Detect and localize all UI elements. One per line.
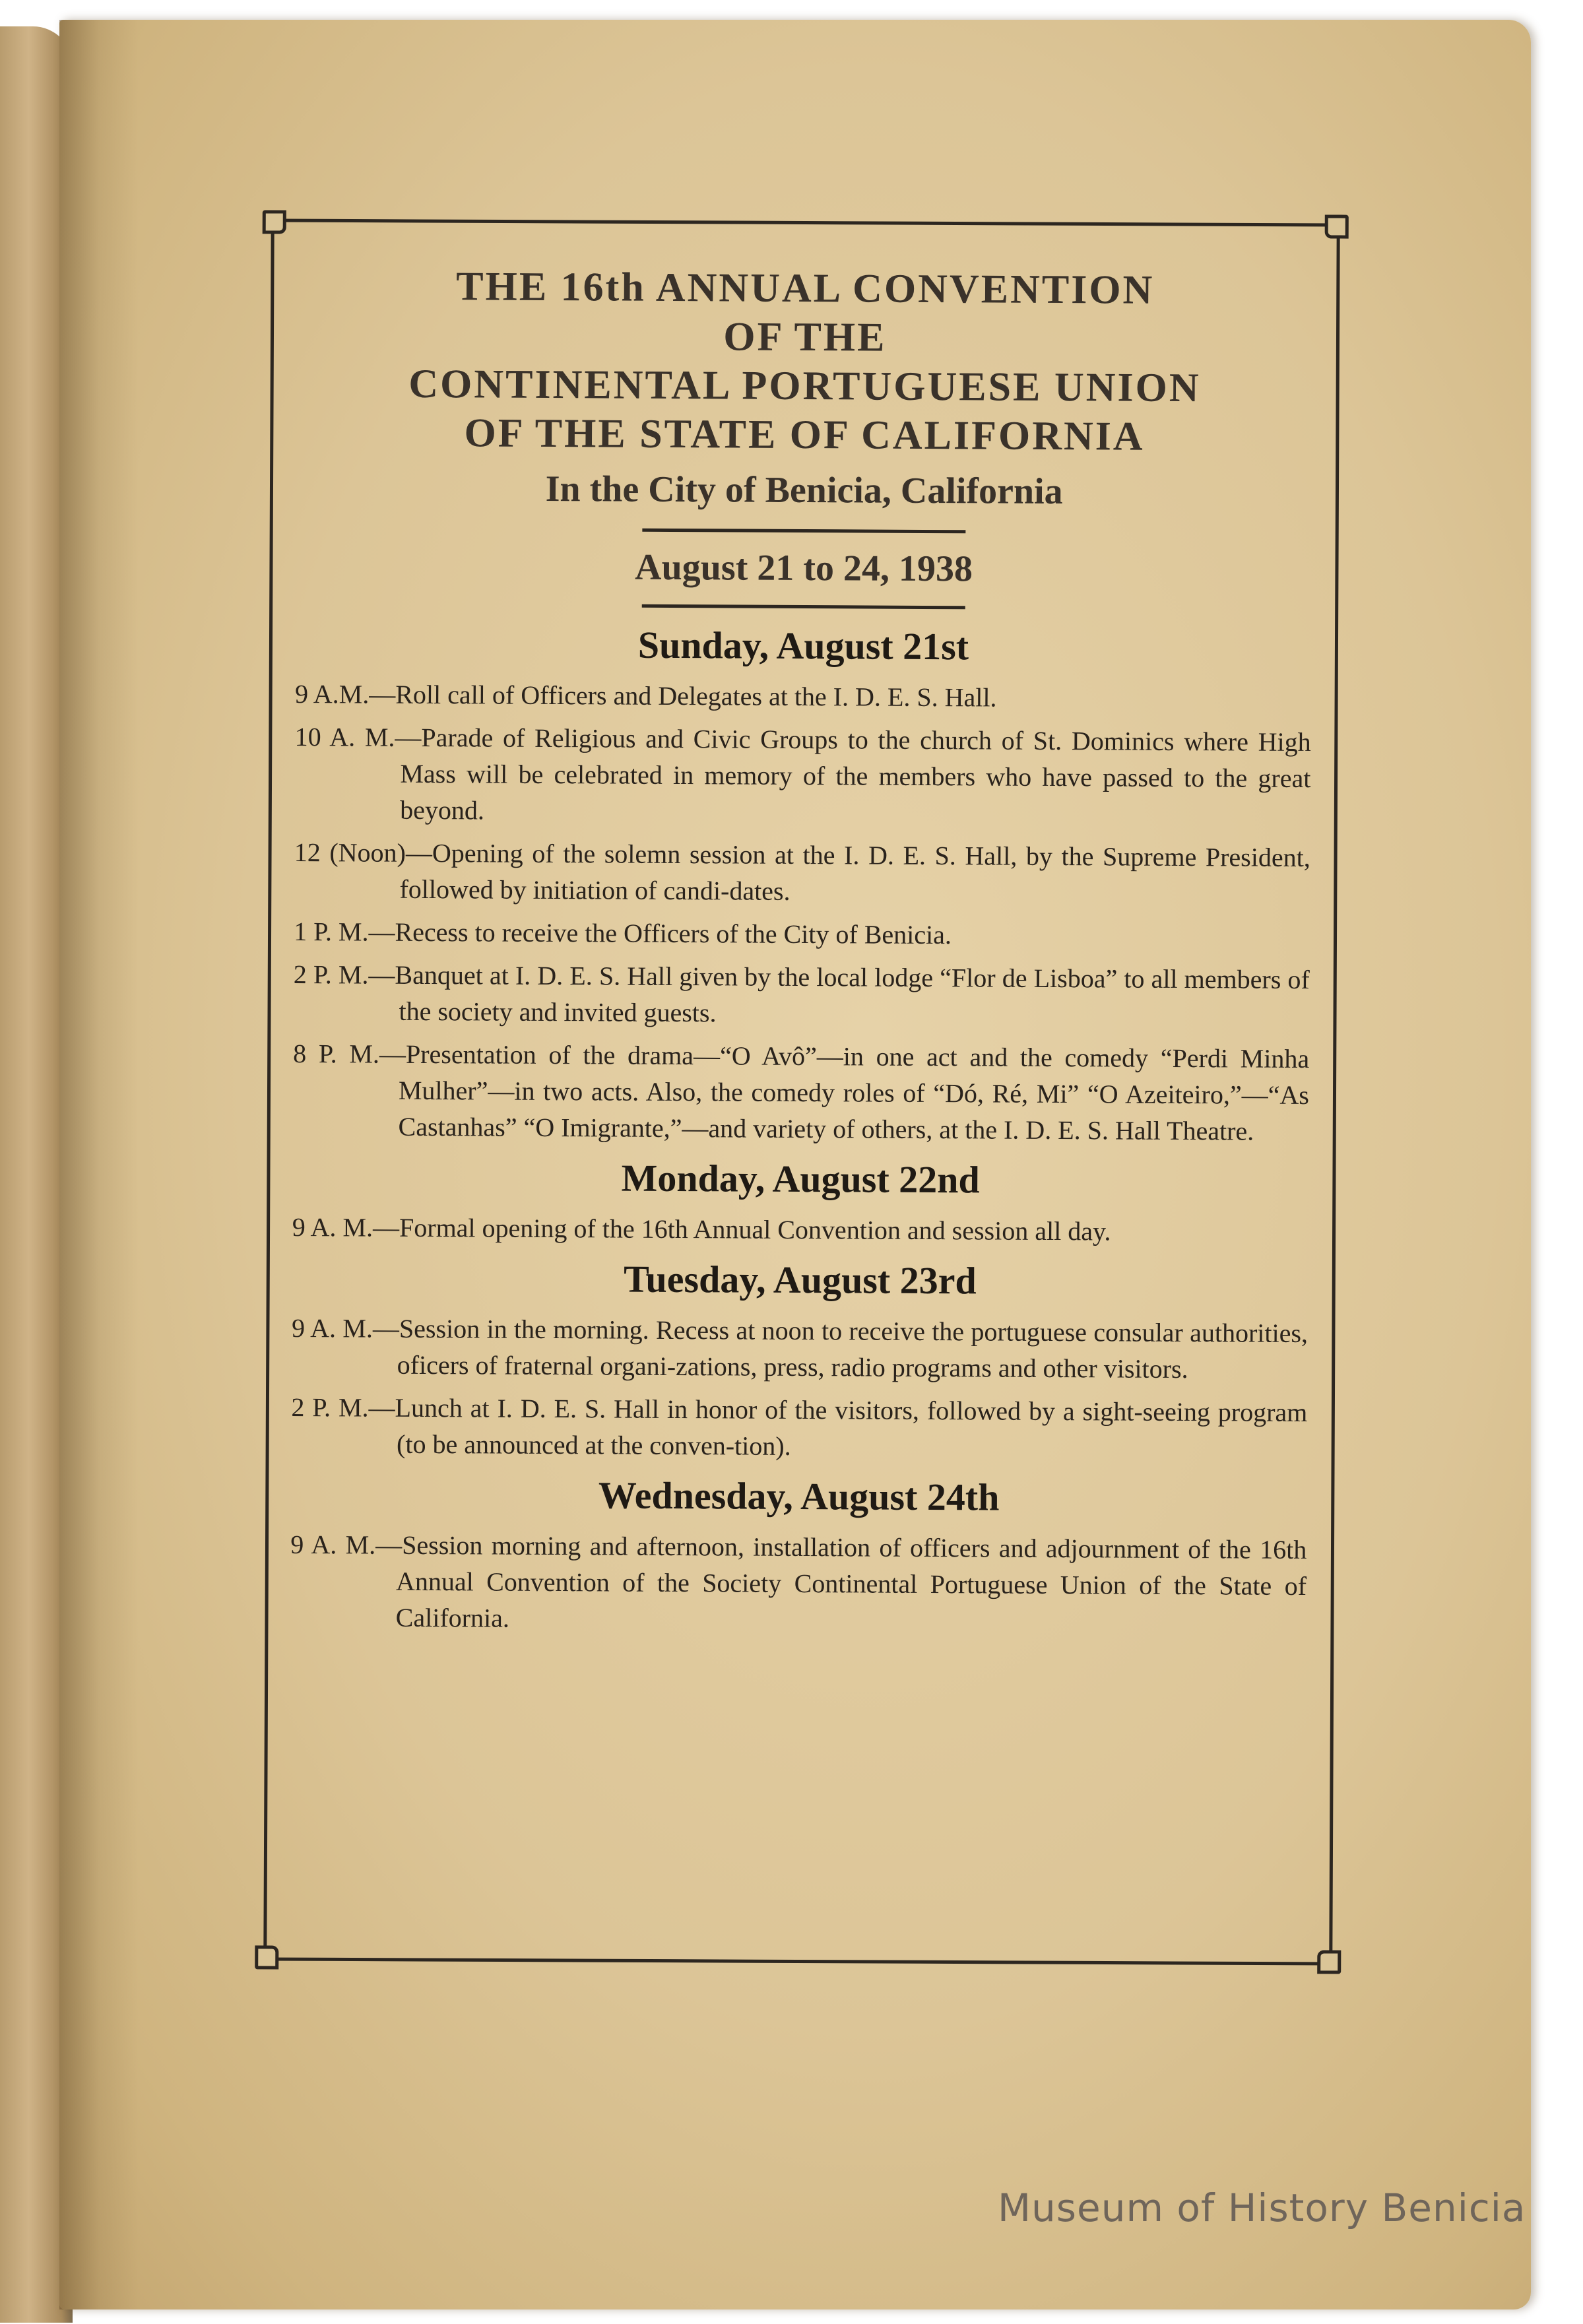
title-line-1: THE 16th ANNUAL CONVENTION bbox=[456, 264, 1155, 313]
museum-watermark: Museum of History Benicia bbox=[998, 2185, 1526, 2230]
entry-time: 9 A. M.— bbox=[292, 1211, 400, 1243]
entry-text: Banquet at I. D. E. S. Hall given by the local lodge “Flor de Lisboa” to all members of the society and invited guests. bbox=[395, 959, 1310, 1028]
entry-time: 9 A.M.— bbox=[294, 678, 396, 709]
entry-time: 2 P. M.— bbox=[291, 1392, 395, 1423]
corner-ornament-icon bbox=[1317, 1950, 1341, 1974]
program-content bbox=[290, 261, 1314, 1647]
entry-text: Lunch at I. D. E. S. Hall in honor of the visitors, followed by a sight-seeing program (to be announced at the conven-tion). bbox=[395, 1392, 1308, 1461]
schedule-entry bbox=[294, 719, 1311, 833]
entry-time: 9 A. M.— bbox=[291, 1312, 400, 1343]
entry-text: Opening of the solemn session at the I. D. E. S. Hall, by the Supreme President, followed by initiation of candi-dates. bbox=[399, 838, 1310, 906]
title-line-2: OF THE bbox=[723, 314, 887, 360]
title-line-4: OF THE STATE OF CALIFORNIA bbox=[464, 410, 1145, 459]
day-heading-monday: Monday, August 22nd bbox=[621, 1156, 980, 1202]
entry-time: 1 P. M.— bbox=[294, 916, 395, 947]
entry-text: Formal opening of the 16th Annual Convention and session all day. bbox=[399, 1212, 1111, 1246]
spine-shadow bbox=[59, 20, 139, 2309]
corner-ornament-icon bbox=[255, 1945, 278, 1969]
schedule-entry bbox=[292, 1310, 1308, 1388]
schedule-entry bbox=[295, 676, 1311, 717]
schedule-entry bbox=[290, 1526, 1307, 1640]
schedule-entry bbox=[294, 913, 1310, 955]
divider-rule bbox=[642, 529, 965, 534]
entry-time: 8 P. M.— bbox=[293, 1038, 406, 1069]
day-heading-sunday: Sunday, August 21st bbox=[637, 623, 969, 668]
convention-dates: August 21 to 24, 1938 bbox=[634, 546, 973, 590]
entry-text: Session in the morning. Recess at noon to receive the portuguese consular authorities, oficers of fraternal organi-zations, press, radio programs and other visitors. bbox=[397, 1313, 1308, 1384]
schedule-entry bbox=[292, 1209, 1308, 1250]
location: In the City of Benicia, California bbox=[545, 468, 1063, 513]
corner-ornament-icon bbox=[263, 210, 286, 234]
schedule-entry bbox=[291, 1389, 1308, 1467]
entry-time: 2 P. M.— bbox=[293, 959, 395, 990]
divider-rule bbox=[642, 604, 965, 610]
schedule-entry bbox=[294, 834, 1310, 912]
schedule-entry bbox=[293, 956, 1310, 1034]
entry-time: 12 (Noon)— bbox=[294, 837, 433, 868]
entry-text: Parade of Religious and Civic Groups to the church of St. Dominics where High Mass will be celebrated in memory of the members who have passed to the great beyond. bbox=[400, 722, 1311, 825]
schedule-entry bbox=[292, 1035, 1309, 1149]
day-heading-tuesday: Tuesday, August 23rd bbox=[623, 1257, 977, 1303]
entry-time: 9 A. M.— bbox=[290, 1529, 403, 1560]
entry-text: Roll call of Officers and Delegates at the I. D. E. S. Hall. bbox=[395, 679, 997, 713]
day-heading-wednesday: Wednesday, August 24th bbox=[598, 1473, 1000, 1519]
title-line-3: CONTINENTAL PORTUGUESE UNION bbox=[408, 361, 1201, 411]
entry-text: Presentation of the drama—“O Avô”—in one act and the comedy “Perdi Minha Mulher”—in two acts. Also, the comedy roles of “Dó, Ré, Mi” “O Azeiteiro,”—“As Castanhas” “O Imigrante,”—and variety of others, at the I. D. E. S. Hall Theatre. bbox=[398, 1039, 1310, 1146]
corner-ornament-icon bbox=[1325, 214, 1349, 238]
entry-text: Recess to receive the Officers of the City of Benicia. bbox=[395, 917, 952, 950]
entry-text: Session morning and afternoon, installation of officers and adjournment of the 16th Annual Convention of the Society Continental Portuguese Union of the State of California. bbox=[395, 1530, 1307, 1633]
entry-time: 10 A. M.— bbox=[294, 721, 422, 752]
